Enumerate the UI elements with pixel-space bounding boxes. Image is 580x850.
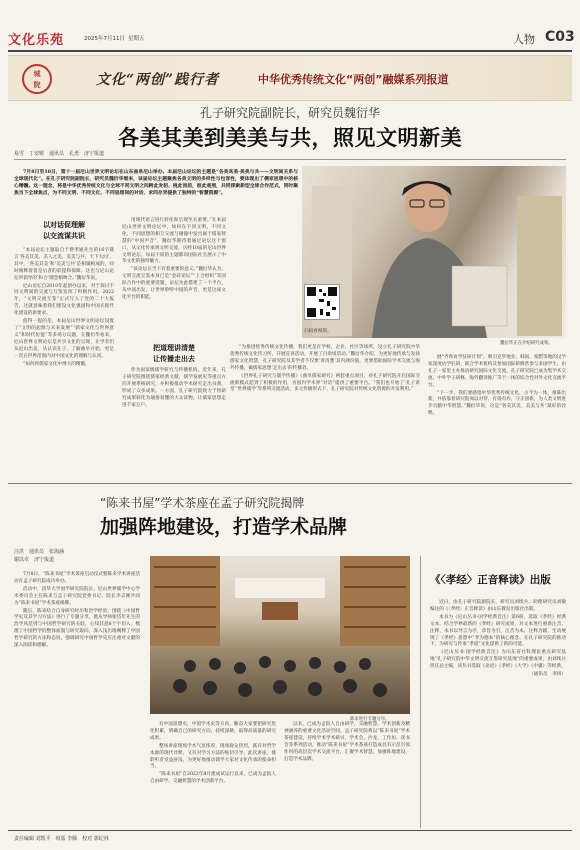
portrait-figure-icon [302, 166, 566, 338]
issue-date: 2025年7月11日 [84, 36, 125, 42]
masthead [8, 26, 575, 48]
article1-headline: 各美其美到美美与共，照见文明新美 [118, 126, 462, 150]
article1-subhead2: 把道理讲清楚 让传播走出去 [153, 344, 195, 363]
article1-col1: “本届论坛主题取自于费孝通先生的16字箴言‘各美其美，美人之美，美美与共，天下大同’。其中，‘各美其美’和‘美美与共’是相辅相成的，同时阐释着着是后者的前提和保障。这也与尼山论坛所倡导的‘和合’理念相吻合。”魏衍华说。 尼山论坛自2010年起创办以来，对于探讨不同文明间的交流与互鉴发挥了积极作用。2022年，“文明交流互鉴”正式写入了党的二十大报告，这就意味着我们建设文化强国和中国式现代化建设的新要求。 值得一提的是，本届尼山世界文明论坛设置了“文明的起源与未来发展”“儒家文化与世界意义”和时代价值“等多场分议题，在魏衍华看来，尼山世界文明论坛是共享文化的呈现，让学者们从尼山出发，从认识孔子，了解曲阜开始，更是一次在世界范围内对中国文化的理解与认同。 “如何将儒家文化中博大的精髓， [14, 248, 114, 367]
masthead-rule [8, 50, 572, 52]
article2-col1: 7月8日，“陈来书屋”学术茶座启动仪式暨陈来学术讲座活动在孟子研究院成功举办。 活动中，清华大学国学研究院院长、尼山世界儒学中心学术委员会主任陈来与孟子研究院党委书记、院长李志刚共同为“陈来书屋”学术茶座揭牌。 随后，陈来结合自身研究经历和治学经验，围绕《中国哲学史及其学习方法》进行了专题分享，他从导师张岱年先生的治学风范到与中国哲学研究的关联，心知其意8个字切入，梳理了中国哲学的整体面貌与研究取向，深入浅出地阐释了中国哲学研究的方法和态度，强调研究中国哲学史应注重对文献的深入阅读和理解。 [14, 572, 140, 649]
qr-caption: 扫码看视频。 [304, 329, 332, 334]
banner-slogan-right: 中华优秀传统文化“两创”融媒系列报道 [258, 73, 449, 86]
article2-col2: 有中国思想史，中国学术史等方向，勤奋大家要把研究优化积累，明确自己的研究方向，持续深耕，取得高质量的研究成果。 整场讲座现场学术气氛浓厚，现场观众热烈，既有对哲学本源的现代诠释，又有对学习方法的贴切引导。此次讲座，使聆听者受益匪浅，为更好地推动儒学大家对文化传承的使命担当。 “陈来书屋”自2023年8月建成试运行以来，已成为孟院人自由研学、交融智慧的学术创新平台。 [150, 722, 276, 785]
article1-photo [302, 166, 566, 338]
article1-subhead1: 以对话促理解 以交流谋共识 [43, 221, 85, 240]
qr-code-icon [305, 285, 339, 319]
section-divider [8, 483, 572, 484]
article2-byline: 汪洪 通讯员 张海涵 谢以卓 济宁报道 [14, 549, 65, 563]
section-label: 人物 [513, 33, 535, 46]
article2-photo-caption: 陈来进行专题分享。 [350, 717, 390, 722]
page-number: C03 [545, 29, 575, 45]
article3-body: 近日，由孔子研究院副院长、研究员刘续兵、助理研究员刘敏编注的《〈孝经〉正音释读》由山东教育出版社出版。 本书为《尼山丛书·国学经典音注》第6册，选取《孝经》经典文本，结合学界最新的《孝经》研究成果，对文本进行重新注音、注释，本书以导言为序，章旨为引，注音为本，注释为辅，生动展现了《孝经》思想中“孝为德本”的核心理念，在孔子研究院的推动下，为研究与传承“孝道”文化提供了新的可能。 《尼山丛书·国学经典音注》为山东省社科理论重点研究基地“孔子研究院中华文明交流互鉴研究基地”的重要成果，由刘续兵担任总主编，该丛书选取《论语》《孝经》《大学》《中庸》等经典。 （通讯员 李扬） [430, 600, 566, 678]
article2-headline: 加强阵地建设，打造学术品牌 [100, 516, 348, 538]
article1-lead: 7月8日至10日，第十一届尼山世界文明论坛在山东曲阜尼山举办。本届尼山论坛的主题是“各美其美·美美与共——文明间关系与全球现代化”。在孔子研究院副院长、研究员魏衍华看来，该届论坛主题聚焦各美文明的多样性与包容性，要体现出了儒家思想中的核心精髓。这一理念，将是中华优秀传统文化与全球不同文明之间跨此发轫、挑此而前，彼此观照，共同探索新型全球合作范式，同时聚焦当下全球焦点，为不同文明、不同文化、不同思想间的对话、求同存异提供了独特的“智慧资源”。 [14, 169, 298, 196]
article3-divider [420, 556, 421, 828]
article1-col3: “为推进优秀传统文化传播，我们更是在学校、企业、社区等场所，设立孔子研究院中华优秀传统文化传习所，开展宣讲活动，开展了百余场活动。”魏衍华介绍，为更好地传承与发扬儒家文化智慧，孔子研究院及其学者不仅要‘讲清楚’其内涵价值，更要借助国际学术交流与海外传播，做儒家思想‘走出去’的传播者。 《世界孔子研究与儒学传播》《曲阜儒家研究》两套重点项目，对孔子研究院开启国际交流新模式起到了积极的作用，为国内学术界“对话”提供了重要平台。“我们也开始了‘孔子讲堂’‘世界儒学’等系列交流活动，多元传播形式下，孔子研究院对传统文化资源的开发利用。” [230, 345, 420, 393]
series-banner [8, 55, 572, 101]
footer-credits: 责任编辑 刘凯平 组版 李腾 校对 郭纪林 [14, 836, 109, 842]
article1-col2: 用现代语言进行转化和呈现至关重要。”在本届尼山世界文明论坛中，如何在不同文明、不同文化、不同思想的相互交流与碰撞中发出属于儒家智慧的“中国声音”，魏衍华期待着通过论坛这个窗口，从文化传承到文明交流，历经10届的尼山世界文明论坛，每届不同的主题都向国际社会展示了中华文化的独特魅力。 “该论坛在当下有着重要的意义。”魏衍华认为，文明交流互鉴本身已是“金砖论坛”“上合组织”等国际合作中的重要话题，论坛为此搭建了一个平台，从中国出发，让世界聆听中国的声音，更是这座文化平台的职能。 [122, 218, 226, 300]
article1-byline-rule [14, 159, 566, 160]
article2-kicker: “陈来书屋”学术茶座在孟子研究院揭牌 [100, 496, 305, 510]
lecture-hall-icon [150, 556, 410, 714]
issue-weekday: 星期五 [128, 36, 145, 42]
article1-col4: 展“齐鲁访学驻研计划”，吸引克罗地亚、韩国、希腊等地的汉学家深度访学驻研，联合学术机构及参加国际研修营参与多国学生，由孔子一家里主办推动研究国际文化交流，孔子研究院已成为集学术交流、中外学子研修、海外翻译推广等于一体的综合性对外文化交流平台。 “下一步，我们要感悟中华优秀传统文化，古今为一体，推陈出新，并依靠着研究院加以对待，有扬有弃，守正创新，为人类文明进步贡献中华智慧。”魏衍华说，这是“各美其美、美美与共”最好的诠释。 [428, 355, 566, 417]
banner-slogan-left: 文化“两创”践行者 [96, 72, 220, 88]
article2-col3: 以来，已成为孟院人自由研学，交融智慧，学术创新及精神涵养的重要文化活动空间。孟子研究院将以“陈来书屋”学术茶座建设，持续学术学术研讨，学术会、沙龙、工作坊、读书会等系列活动，推动“陈来书屋”学术茶座打造成具有示范引领作用的高层次学术交流平台，汇聚学术智慧，加强阵地建设，打造学术品牌。 [284, 722, 410, 762]
article1-photo-caption: 魏衍华正在介绍研究成果。 [500, 341, 553, 346]
footer-rule [8, 830, 572, 831]
article1-kicker: 孔子研究院副院长，研究员魏衍华 [199, 106, 380, 120]
article1-byline: 易雪 丁安媛 通讯员 孔勇 济宁报道 [14, 151, 105, 157]
article1-col2b: 作为国家级儒学研究与传播机构，近年来，孔子研究院围绕儒家经典文献、儒学发展史等重点方向开展系统研究，并积极推动学术研究走出书斋，形成了众多成果。一方面，孔子研究院致力于将研究成果转化为通俗易懂的大众读物，让儒家思想走进千家万户。 [122, 368, 226, 408]
newspaper-logo: 文化乐苑 [8, 33, 65, 48]
article3-headline: 《〈孝经〉正音释读》出版 [430, 574, 551, 586]
qr-code[interactable] [304, 284, 340, 320]
article2-photo [150, 556, 410, 714]
banner-seal-icon: 城 院 [22, 64, 52, 94]
